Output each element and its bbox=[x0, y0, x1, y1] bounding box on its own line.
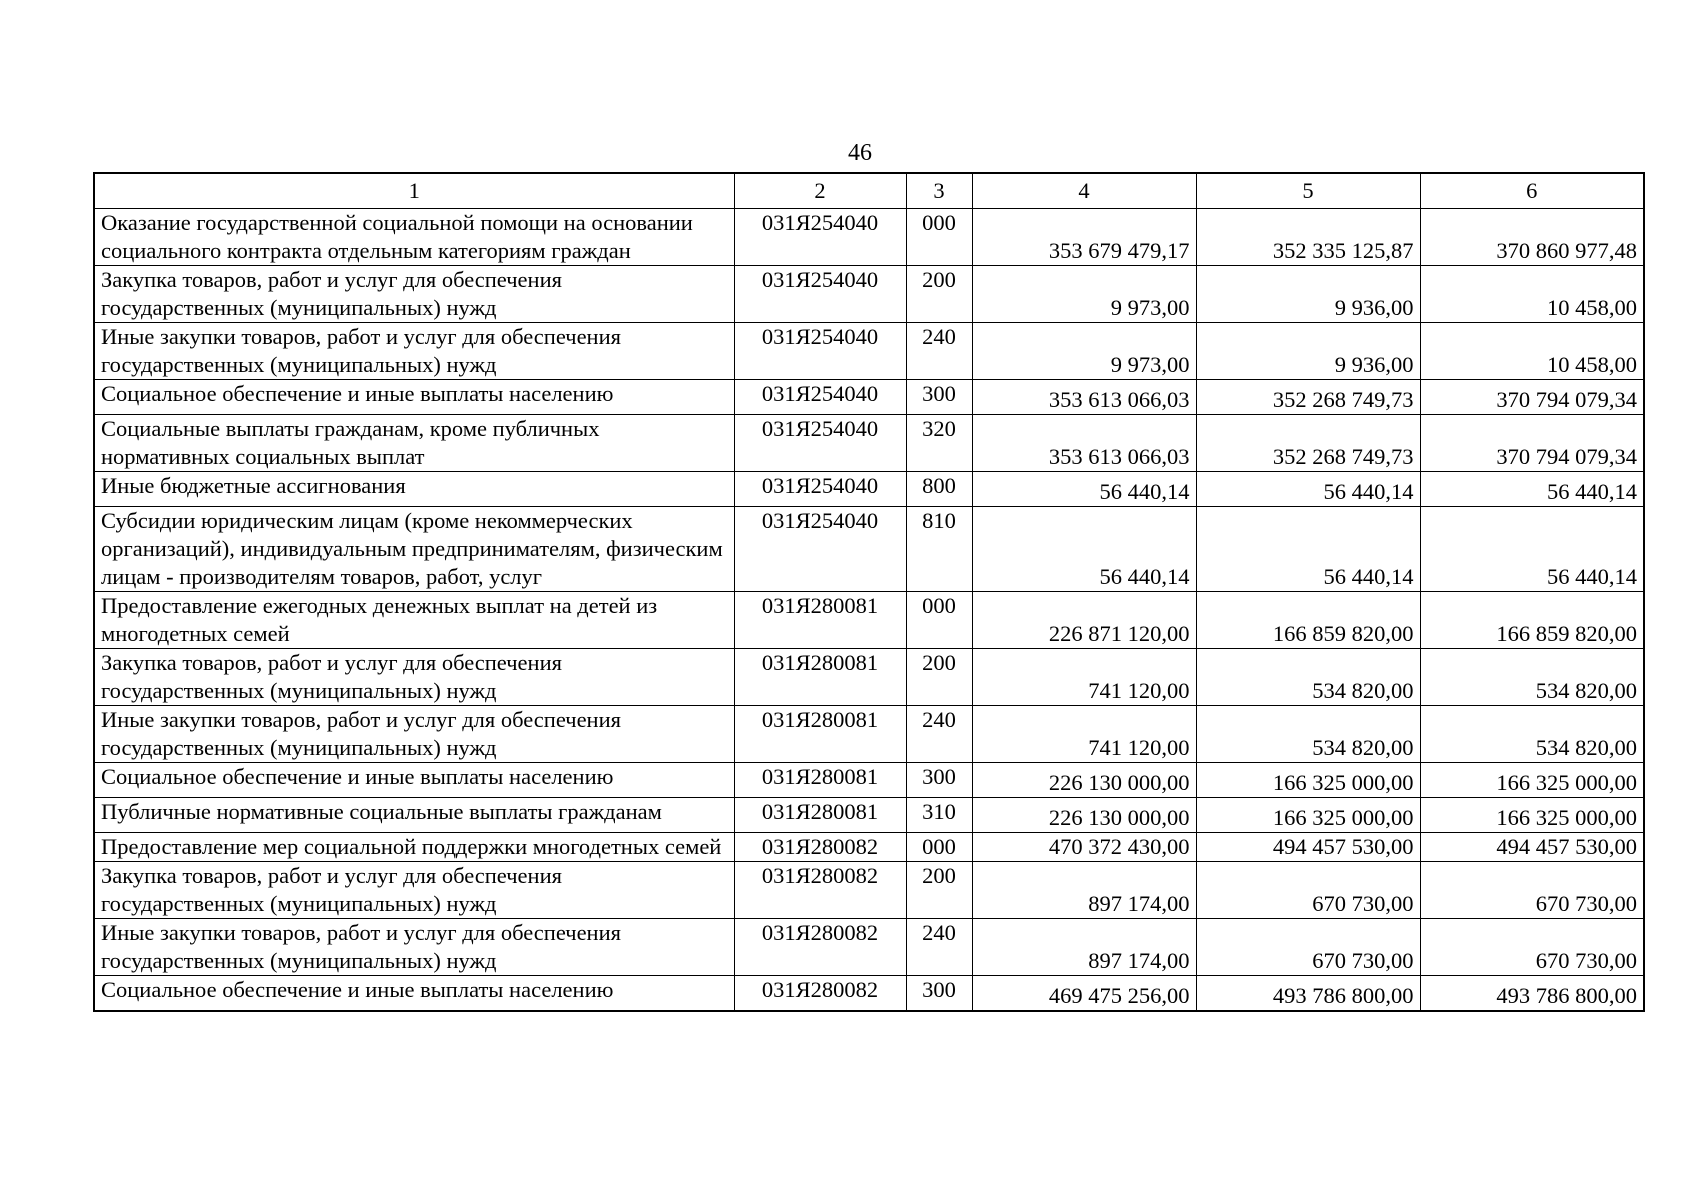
row-amount-col5: 9 936,00 bbox=[1196, 323, 1420, 380]
table-row bbox=[94, 798, 1644, 833]
row-name: Иные закупки товаров, работ и услуг для обеспечения государственных (муниципальных) нужд bbox=[94, 706, 734, 763]
row-expense-kind: 320 bbox=[906, 415, 972, 472]
row-target-code: 031Я280081 bbox=[734, 798, 906, 833]
row-amount-col5: 166 325 000,00 bbox=[1196, 798, 1420, 833]
column-header-2: 2 bbox=[734, 173, 906, 209]
row-amount-col6: 670 730,00 bbox=[1420, 919, 1644, 976]
row-amount-col4: 353 613 066,03 bbox=[972, 415, 1196, 472]
row-target-code: 031Я254040 bbox=[734, 415, 906, 472]
row-name: Предоставление мер социальной поддержки многодетных семей bbox=[94, 833, 734, 862]
row-expense-kind: 300 bbox=[906, 763, 972, 798]
row-name: Закупка товаров, работ и услуг для обеспечения государственных (муниципальных) нужд bbox=[94, 862, 734, 919]
row-name: Оказание государственной социальной помощи на основании социального контракта отдельным категориям граждан bbox=[94, 209, 734, 266]
row-target-code: 031Я280082 bbox=[734, 833, 906, 862]
row-target-code: 031Я254040 bbox=[734, 209, 906, 266]
row-name: Социальное обеспечение и иные выплаты населению bbox=[94, 976, 734, 1012]
table-header bbox=[94, 173, 1644, 209]
column-header-3: 3 bbox=[906, 173, 972, 209]
row-target-code: 031Я254040 bbox=[734, 507, 906, 592]
row-expense-kind: 000 bbox=[906, 209, 972, 266]
row-amount-col5: 56 440,14 bbox=[1196, 507, 1420, 592]
column-header-5: 5 bbox=[1196, 173, 1420, 209]
table-row bbox=[94, 472, 1644, 507]
row-amount-col4: 469 475 256,00 bbox=[972, 976, 1196, 1012]
row-expense-kind: 300 bbox=[906, 976, 972, 1012]
row-amount-col6: 370 794 079,34 bbox=[1420, 415, 1644, 472]
row-expense-kind: 240 bbox=[906, 323, 972, 380]
row-amount-col4: 226 130 000,00 bbox=[972, 798, 1196, 833]
column-header-4: 4 bbox=[972, 173, 1196, 209]
row-name: Социальное обеспечение и иные выплаты населению bbox=[94, 380, 734, 415]
column-header-1: 1 bbox=[94, 173, 734, 209]
table-body bbox=[94, 209, 1644, 1012]
row-name: Публичные нормативные социальные выплаты гражданам bbox=[94, 798, 734, 833]
table-row bbox=[94, 266, 1644, 323]
table-row bbox=[94, 592, 1644, 649]
row-amount-col6: 56 440,14 bbox=[1420, 507, 1644, 592]
row-amount-col4: 9 973,00 bbox=[972, 266, 1196, 323]
row-amount-col6: 166 325 000,00 bbox=[1420, 798, 1644, 833]
row-target-code: 031Я254040 bbox=[734, 472, 906, 507]
table-row bbox=[94, 209, 1644, 266]
row-amount-col6: 10 458,00 bbox=[1420, 323, 1644, 380]
row-target-code: 031Я280081 bbox=[734, 649, 906, 706]
row-name: Социальное обеспечение и иные выплаты населению bbox=[94, 763, 734, 798]
row-amount-col4: 741 120,00 bbox=[972, 649, 1196, 706]
row-expense-kind: 000 bbox=[906, 833, 972, 862]
table-row bbox=[94, 833, 1644, 862]
row-amount-col5: 493 786 800,00 bbox=[1196, 976, 1420, 1012]
row-expense-kind: 200 bbox=[906, 862, 972, 919]
table-row bbox=[94, 507, 1644, 592]
row-amount-col4: 9 973,00 bbox=[972, 323, 1196, 380]
row-amount-col4: 226 871 120,00 bbox=[972, 592, 1196, 649]
page-number: 46 bbox=[848, 140, 872, 166]
row-amount-col5: 9 936,00 bbox=[1196, 266, 1420, 323]
table-row bbox=[94, 415, 1644, 472]
row-amount-col5: 352 268 749,73 bbox=[1196, 415, 1420, 472]
row-amount-col4: 897 174,00 bbox=[972, 919, 1196, 976]
row-target-code: 031Я280081 bbox=[734, 706, 906, 763]
row-target-code: 031Я280081 bbox=[734, 763, 906, 798]
row-amount-col5: 166 859 820,00 bbox=[1196, 592, 1420, 649]
table-row bbox=[94, 862, 1644, 919]
row-name: Иные закупки товаров, работ и услуг для обеспечения государственных (муниципальных) нужд bbox=[94, 919, 734, 976]
row-amount-col5: 534 820,00 bbox=[1196, 706, 1420, 763]
header-row bbox=[94, 173, 1644, 209]
table-row bbox=[94, 976, 1644, 1012]
row-amount-col6: 370 860 977,48 bbox=[1420, 209, 1644, 266]
row-target-code: 031Я280082 bbox=[734, 919, 906, 976]
row-amount-col6: 370 794 079,34 bbox=[1420, 380, 1644, 415]
row-target-code: 031Я254040 bbox=[734, 266, 906, 323]
row-amount-col4: 353 679 479,17 bbox=[972, 209, 1196, 266]
row-expense-kind: 310 bbox=[906, 798, 972, 833]
row-amount-col6: 56 440,14 bbox=[1420, 472, 1644, 507]
column-header-6: 6 bbox=[1420, 173, 1644, 209]
table-row bbox=[94, 649, 1644, 706]
row-target-code: 031Я254040 bbox=[734, 380, 906, 415]
row-name: Субсидии юридическим лицам (кроме некоммерческих организаций), индивидуальным предпринимателям, физическим лицам - производителям товаров, работ, услуг bbox=[94, 507, 734, 592]
row-amount-col4: 56 440,14 bbox=[972, 507, 1196, 592]
row-name: Предоставление ежегодных денежных выплат на детей из многодетных семей bbox=[94, 592, 734, 649]
table-row bbox=[94, 706, 1644, 763]
row-amount-col6: 166 859 820,00 bbox=[1420, 592, 1644, 649]
row-name: Иные бюджетные ассигнования bbox=[94, 472, 734, 507]
budget-table bbox=[93, 172, 1645, 1012]
row-target-code: 031Я280081 bbox=[734, 592, 906, 649]
row-expense-kind: 240 bbox=[906, 706, 972, 763]
row-amount-col6: 10 458,00 bbox=[1420, 266, 1644, 323]
row-expense-kind: 240 bbox=[906, 919, 972, 976]
row-amount-col5: 352 335 125,87 bbox=[1196, 209, 1420, 266]
row-amount-col5: 166 325 000,00 bbox=[1196, 763, 1420, 798]
row-name: Иные закупки товаров, работ и услуг для обеспечения государственных (муниципальных) нужд bbox=[94, 323, 734, 380]
row-target-code: 031Я280082 bbox=[734, 976, 906, 1012]
row-amount-col5: 56 440,14 bbox=[1196, 472, 1420, 507]
row-amount-col4: 470 372 430,00 bbox=[972, 833, 1196, 862]
row-amount-col5: 494 457 530,00 bbox=[1196, 833, 1420, 862]
table-row bbox=[94, 323, 1644, 380]
row-expense-kind: 000 bbox=[906, 592, 972, 649]
row-target-code: 031Я280082 bbox=[734, 862, 906, 919]
row-name: Закупка товаров, работ и услуг для обеспечения государственных (муниципальных) нужд bbox=[94, 266, 734, 323]
row-amount-col5: 670 730,00 bbox=[1196, 862, 1420, 919]
row-amount-col6: 494 457 530,00 bbox=[1420, 833, 1644, 862]
row-expense-kind: 810 bbox=[906, 507, 972, 592]
row-amount-col6: 670 730,00 bbox=[1420, 862, 1644, 919]
table-row bbox=[94, 380, 1644, 415]
row-expense-kind: 800 bbox=[906, 472, 972, 507]
row-amount-col5: 534 820,00 bbox=[1196, 649, 1420, 706]
row-amount-col4: 897 174,00 bbox=[972, 862, 1196, 919]
row-expense-kind: 300 bbox=[906, 380, 972, 415]
row-amount-col4: 741 120,00 bbox=[972, 706, 1196, 763]
row-target-code: 031Я254040 bbox=[734, 323, 906, 380]
table-row bbox=[94, 763, 1644, 798]
row-amount-col4: 56 440,14 bbox=[972, 472, 1196, 507]
row-name: Социальные выплаты гражданам, кроме публичных нормативных социальных выплат bbox=[94, 415, 734, 472]
row-amount-col4: 353 613 066,03 bbox=[972, 380, 1196, 415]
row-amount-col6: 166 325 000,00 bbox=[1420, 763, 1644, 798]
row-amount-col6: 493 786 800,00 bbox=[1420, 976, 1644, 1012]
row-expense-kind: 200 bbox=[906, 266, 972, 323]
row-amount-col5: 670 730,00 bbox=[1196, 919, 1420, 976]
row-amount-col6: 534 820,00 bbox=[1420, 649, 1644, 706]
row-amount-col5: 352 268 749,73 bbox=[1196, 380, 1420, 415]
row-amount-col6: 534 820,00 bbox=[1420, 706, 1644, 763]
row-expense-kind: 200 bbox=[906, 649, 972, 706]
row-amount-col4: 226 130 000,00 bbox=[972, 763, 1196, 798]
table-row bbox=[94, 919, 1644, 976]
row-name: Закупка товаров, работ и услуг для обеспечения государственных (муниципальных) нужд bbox=[94, 649, 734, 706]
